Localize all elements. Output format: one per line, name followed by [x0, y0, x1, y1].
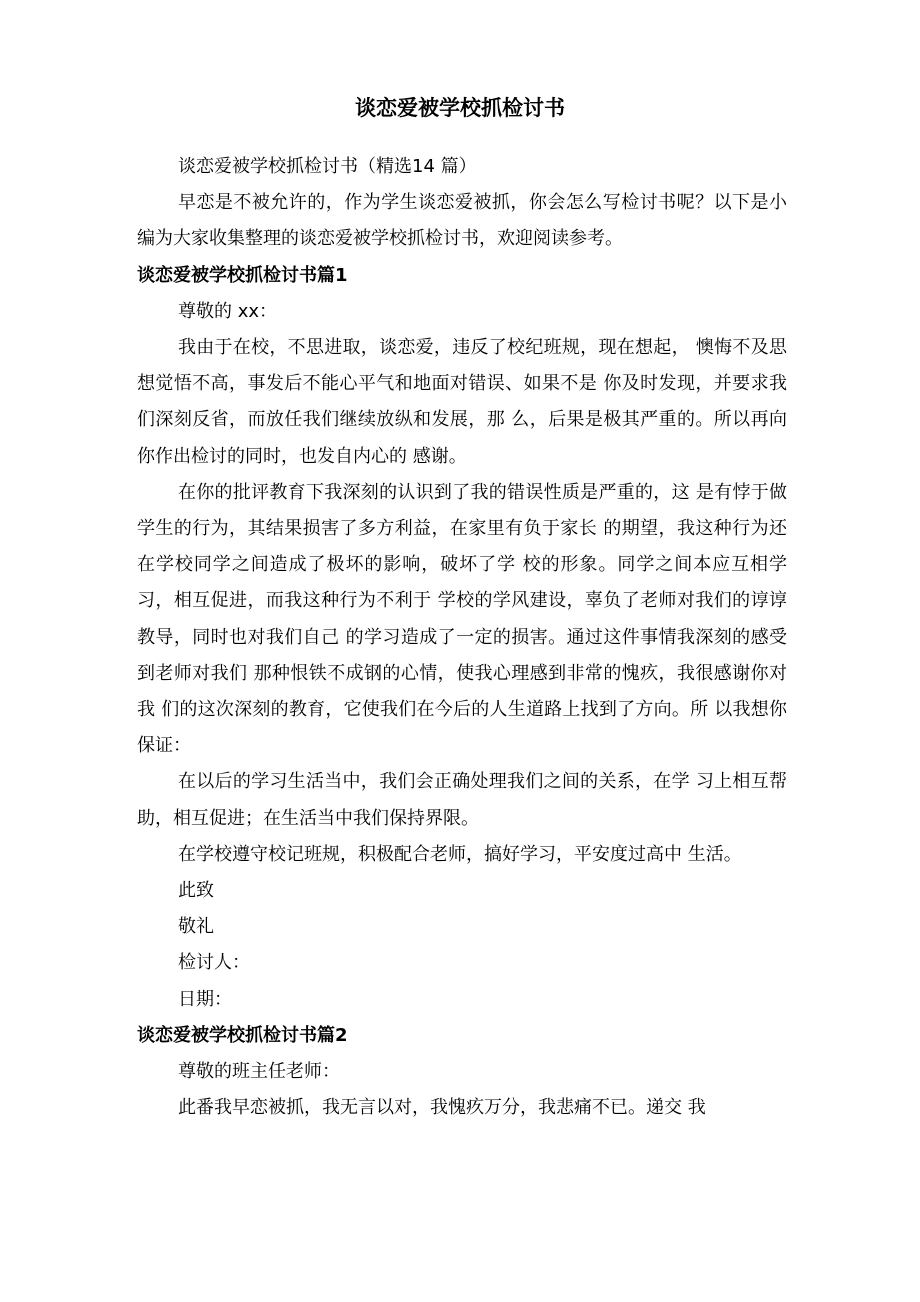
section1-paragraph4: 在学校遵守校记班规，积极配合老师，搞好学习，平安度过高中 生活。	[178, 843, 742, 865]
section1-heading: 谈恋爱被学校抓检讨书篇1	[137, 264, 348, 286]
document-body	[137, 149, 787, 1126]
section1-closing1: 此致	[178, 880, 214, 902]
intro-subtitle: 谈恋爱被学校抓检讨书（精选14 篇）	[178, 156, 477, 177]
intro-paragraph: 早恋是不被允许的，作为学生谈恋爱被抓，你会怎么写检讨书呢？以下是小编为大家收集整理的谈恋爱被学校抓检讨书，欢迎阅读参考。	[137, 192, 787, 250]
document-title: 谈恋爱被学校抓检讨书	[355, 96, 565, 120]
section2-paragraph1: 此番我早恋被抓，我无言以对，我愧疚万分，我悲痛不已。递交 我	[178, 1097, 706, 1119]
section1-paragraph1: 我由于在校，不思进取，谈恋爱，违反了校纪班规，现在想起， 懊悔不及思想觉悟不高，事发后不能心平气和地面对错误、如果不是 你及时发现，并要求我们深刻反省，而放任我们继续放纵和发展，那 么，后果是极其严重的。所以再向你作出检讨的同时，也发自内心的 感谢。	[137, 337, 787, 467]
section1-date-label: 日期：	[178, 988, 232, 1010]
section1-paragraph3: 在以后的学习生活当中，我们会正确处理我们之间的关系，在学 习上相互帮助，相互促进；在生活当中我们保持界限。	[137, 771, 787, 829]
section1-closing2: 敬礼	[178, 916, 214, 938]
section1-paragraph2: 在你的批评教育下我深刻的认识到了我的错误性质是严重的，这 是有悖于做学生的行为，其结果损害了多方利益，在家里有负于家长 的期望，我这种行为还在学校同学之间造成了极坏的影响，破坏了学 校的形象。同学之间本应互相学习，相互促进，而我这种行为不利于 学校的学风建设，辜负了老师对我们的谆谆教导，同时也对我们自己 的学习造成了一定的损害。通过这件事情我深刻的感受到老师对我们 那种恨铁不成钢的心情，使我心理感到非常的愧疚，我很感谢你对我 们的这次深刻的教育，它使我们在今后的人生道路上找到了方向。所 以我想你保证：	[137, 481, 787, 757]
section2-heading: 谈恋爱被学校抓检讨书篇2	[137, 1024, 348, 1046]
section1-signer-label: 检讨人：	[178, 952, 250, 974]
section2-salutation: 尊敬的班主任老师：	[178, 1061, 340, 1083]
section1-salutation: 尊敬的 xx：	[178, 300, 278, 322]
